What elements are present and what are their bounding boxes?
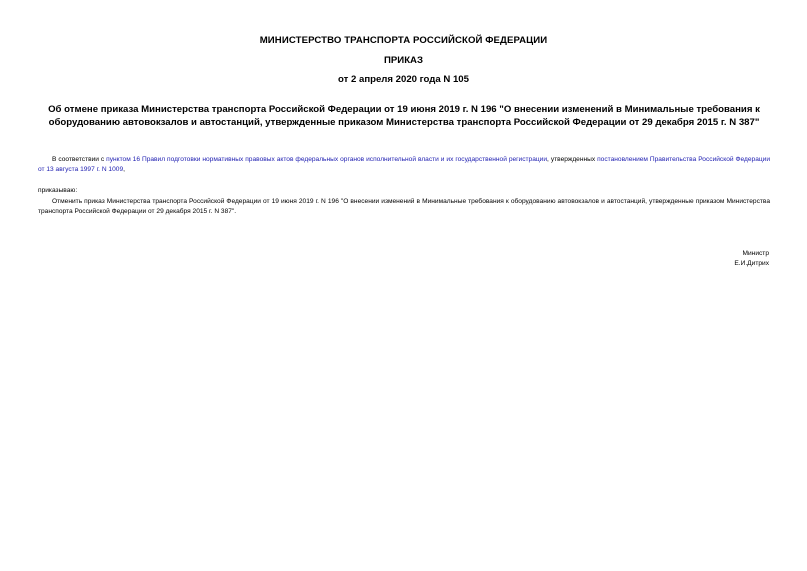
preamble-suffix: , bbox=[123, 165, 125, 173]
preamble-middle: , утвержденных bbox=[547, 156, 598, 163]
government-decree-link[interactable]: постановлением Правительства Российской Федерации от 13 августа 1997 г. N 1009 bbox=[38, 156, 771, 173]
signatory-position: Министр bbox=[742, 250, 769, 257]
document-title: Об отмене приказа Министерства транспорта Российской Федерации от 19 июня 2019 г. N 196 "О внесении изменений в Минимальные требования к оборудованию автовокзалов и автостанций, утвержденные приказом Министерства транспорта Российской Федерации от 29 декабря 2015 г. N 387" bbox=[48, 104, 760, 128]
document-type: ПРИКАЗ bbox=[384, 55, 423, 66]
preamble-paragraph bbox=[38, 155, 770, 174]
signatory-name: Е.И.Дитрих bbox=[734, 260, 769, 267]
order-text: Отменить приказ Министерства транспорта Российской Федерации от 19 июня 2019 г. N 196 "О внесении изменений в Минимальные требования к оборудованию автовокзалов и автостанций, утвержденные приказом Министерства транспорта Российской Федерации от 29 декабря 2015 г. N 387". bbox=[38, 198, 770, 215]
document-date-number: от 2 апреля 2020 года N 105 bbox=[338, 74, 469, 85]
rules-clause-link[interactable]: пунктом 16 Правил подготовки нормативных правовых актов федеральных органов исполнительной власти и их государственной регистрации bbox=[106, 156, 548, 163]
ministry-name: МИНИСТЕРСТВО ТРАНСПОРТА РОССИЙСКОЙ ФЕДЕРАЦИИ bbox=[259, 35, 548, 46]
order-word: приказываю: bbox=[38, 187, 78, 194]
preamble-prefix: В соответствии с bbox=[52, 156, 107, 163]
